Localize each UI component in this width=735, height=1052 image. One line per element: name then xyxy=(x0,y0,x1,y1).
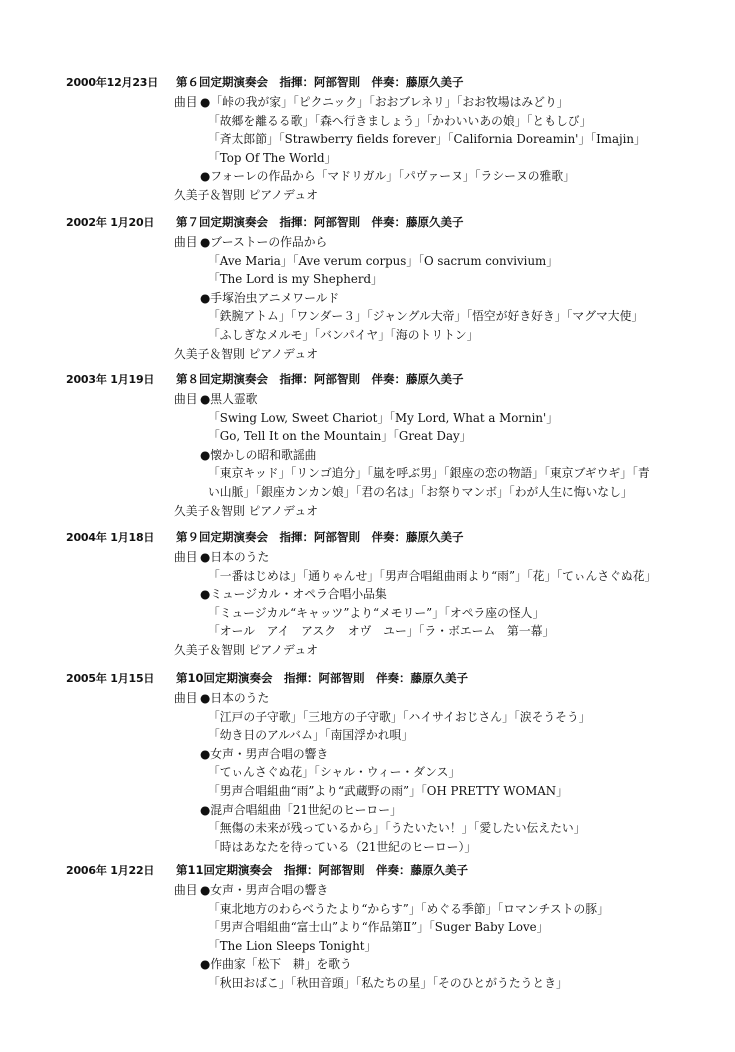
concert-section xyxy=(0,860,735,992)
concert-header xyxy=(0,72,735,92)
program-line xyxy=(0,389,735,408)
program-line xyxy=(0,781,735,800)
concert-section xyxy=(0,369,735,519)
program-line xyxy=(0,129,735,148)
concert-title: 第６回定期演奏会 指揮：阿部智則 伴奏：藤原久美子 xyxy=(176,75,464,89)
song-list: 「男声合唱組曲“雨”より“武蔵野の雨”」「OH PRETTY WOMAN」 xyxy=(208,783,568,798)
song-list: 「東北地方のわらべうたより“からす”」「めぐる季節」「ロマンチストの豚」 xyxy=(208,901,609,916)
program-line xyxy=(0,445,735,464)
program-line xyxy=(0,288,735,307)
song-list: 「東京キッド」「リンゴ追分」「嵐を呼ぶ男」「銀座の恋の物語」「東京ブギウギ」「青 xyxy=(208,466,650,481)
program-label: 曲目 xyxy=(174,95,198,109)
song-list: 「Swing Low, Sweet Chariot」「My Lord, What a Mornin'」 xyxy=(208,410,558,425)
program-line xyxy=(0,954,735,973)
program-line xyxy=(0,251,735,270)
song-list: 「オール アイ アスク オヴ ユー」「ラ・ボエーム 第一幕」 xyxy=(208,624,555,639)
song-list: 「幼き日のアルバム」「南国浮かれ唄」 xyxy=(208,728,414,743)
performer-line xyxy=(0,185,735,204)
program-group: ●混声合唱組曲「21世紀のヒーロー」 xyxy=(200,802,402,817)
program-group: ●女声・男声合唱の響き xyxy=(200,746,329,761)
song-list: 「鉄腕アトム」「ワンダー３」「ジャングル大帝」「悟空が好き好き」「マグマ大使」 xyxy=(208,309,644,324)
program-group: ●懐かしの昭和歌謡曲 xyxy=(200,447,317,462)
program-line xyxy=(0,92,735,111)
song-list: 「The Lord is my Shepherd」 xyxy=(208,272,383,287)
song-list: 「無傷の未来が残っているから」「うたいたい！」「愛したい伝えたい」 xyxy=(208,821,586,836)
concert-header xyxy=(0,212,735,232)
program-group: ●黒人霊歌 xyxy=(200,392,258,406)
concert-date: 2002年 1月20日 xyxy=(66,216,155,229)
piano-duo-credit: 久美子＆智則 ピアノデュオ xyxy=(174,503,319,518)
program-group: ●女声・男声合唱の響き xyxy=(200,883,329,897)
piano-duo-credit: 久美子＆智則 ピアノデュオ xyxy=(174,642,319,657)
program-line xyxy=(0,621,735,640)
program-line xyxy=(0,408,735,427)
program-group: ●フォーレの作品から「マドリガル」「パヴァーヌ」「ラシーヌの雅歌」 xyxy=(200,169,575,184)
concert-header xyxy=(0,860,735,880)
program-line xyxy=(0,566,735,585)
program-group: ●作曲家「松下 耕」を歌う xyxy=(200,957,352,972)
song-list: 「ミュージカル“キャッツ”より“メモリー”」「オペラ座の怪人」 xyxy=(208,605,545,620)
program-line xyxy=(0,325,735,344)
concert-header xyxy=(0,527,735,547)
concert-section xyxy=(0,668,735,855)
song-list: 「Go, Tell It on the Mountain」「Great Day」 xyxy=(208,429,472,444)
program-group: ●日本のうた xyxy=(200,550,270,564)
concert-section xyxy=(0,72,735,204)
program-line xyxy=(0,269,735,288)
program-line xyxy=(0,166,735,185)
song-list: 「江戸の子守歌」「三地方の子守歌」「ハイサイおじさん」「涙そうそう」 xyxy=(208,709,591,724)
song-list: 「故郷を離るる歌」「森へ行きましょう」「かわいいあの娘」「ともしび」 xyxy=(208,113,592,128)
program-line xyxy=(0,463,735,482)
program-line xyxy=(0,725,735,744)
program-label: 曲目 xyxy=(174,235,198,249)
concert-title: 第７回定期演奏会 指揮：阿部智則 伴奏：藤原久美子 xyxy=(176,215,464,229)
song-list: 「男声合唱組曲“富士山”より“作品第Ⅱ”」「Suger Baby Love」 xyxy=(208,920,549,935)
program-line xyxy=(0,973,735,992)
concert-date: 2006年 1月22日 xyxy=(66,864,155,877)
song-list: 「一番はじめは」「通りゃんせ」「男声合唱組曲雨より“雨”」「花」「てぃんさぐぬ花」 xyxy=(208,568,657,583)
program-line xyxy=(0,800,735,819)
program-group: ●ミュージカル・オペラ合唱小品集 xyxy=(200,587,387,602)
concert-date: 2000年12月23日 xyxy=(66,76,159,89)
program-label: 曲目 xyxy=(174,392,198,406)
program-group: ●手塚治虫アニメワールド xyxy=(200,290,340,305)
program-line xyxy=(0,744,735,763)
concert-title: 第11回定期演奏会 指揮：阿部智則 伴奏：藤原久美子 xyxy=(176,863,469,877)
concert-header xyxy=(0,668,735,688)
program-line xyxy=(0,818,735,837)
song-list: 「Ave Maria」「Ave verum corpus」「O sacrum convivium」 xyxy=(208,253,559,268)
program-line xyxy=(0,148,735,167)
program-group: ●ブーストーの作品から xyxy=(200,235,328,249)
program-line xyxy=(0,482,735,501)
program-line xyxy=(0,880,735,899)
program-line xyxy=(0,603,735,622)
performer-line xyxy=(0,501,735,520)
song-list: い山脈」「銀座カンカン娘」「君の名は」「お祭りマンボ」「わが人生に悔いなし」 xyxy=(208,484,633,499)
song-list: 「The Lion Sleeps Tonight」 xyxy=(208,938,377,953)
song-list: 「斉太郎節」「Strawberry fields forever」「California Doreamin'」「Imajin」 xyxy=(208,132,646,147)
program-line xyxy=(0,936,735,955)
program-group: ●日本のうた xyxy=(200,691,270,705)
program-line xyxy=(0,899,735,918)
program-line xyxy=(0,426,735,445)
program-line xyxy=(0,688,735,707)
program-line xyxy=(0,232,735,251)
song-list: 「Top Of The World」 xyxy=(208,150,337,165)
program-line xyxy=(0,762,735,781)
program-line xyxy=(0,917,735,936)
program-label: 曲目 xyxy=(174,550,198,564)
program-label: 曲目 xyxy=(174,691,198,705)
performer-line xyxy=(0,640,735,659)
piano-duo-credit: 久美子＆智則 ピアノデュオ xyxy=(174,346,319,361)
program-line xyxy=(0,707,735,726)
program-line xyxy=(0,111,735,130)
program-line xyxy=(0,306,735,325)
concert-title: 第９回定期演奏会 指揮：阿部智則 伴奏：藤原久美子 xyxy=(176,530,464,544)
program-label: 曲目 xyxy=(174,883,198,897)
concert-title: 第10回定期演奏会 指揮：阿部智則 伴奏：藤原久美子 xyxy=(176,671,469,685)
song-list: 「ふしぎなメルモ」「バンパイヤ」「海のトリトン」 xyxy=(208,327,479,342)
program-line xyxy=(0,547,735,566)
concert-date: 2004年 1月18日 xyxy=(66,531,155,544)
program-line xyxy=(0,584,735,603)
song-list: 「秋田おばこ」「秋田音頭」「私たちの星」「そのひとがうたうとき」 xyxy=(208,975,568,990)
concert-date: 2005年 1月15日 xyxy=(66,672,155,685)
concert-header xyxy=(0,369,735,389)
program-line xyxy=(0,837,735,856)
concert-title: 第８回定期演奏会 指揮：阿部智則 伴奏：藤原久美子 xyxy=(176,372,464,386)
song-list: 「時はあなたを待っている（21世紀のヒーロー）」 xyxy=(208,839,477,854)
concert-section xyxy=(0,527,735,659)
concert-section xyxy=(0,212,735,362)
performer-line xyxy=(0,344,735,363)
piano-duo-credit: 久美子＆智則 ピアノデュオ xyxy=(174,187,319,202)
song-list: 「てぃんさぐぬ花」「シャル・ウィー・ダンス」 xyxy=(208,765,461,780)
concert-date: 2003年 1月19日 xyxy=(66,373,155,386)
program-group: ●「峠の我が家」「ピクニック」「おおブレネリ」「おお牧場はみどり」 xyxy=(200,95,569,109)
